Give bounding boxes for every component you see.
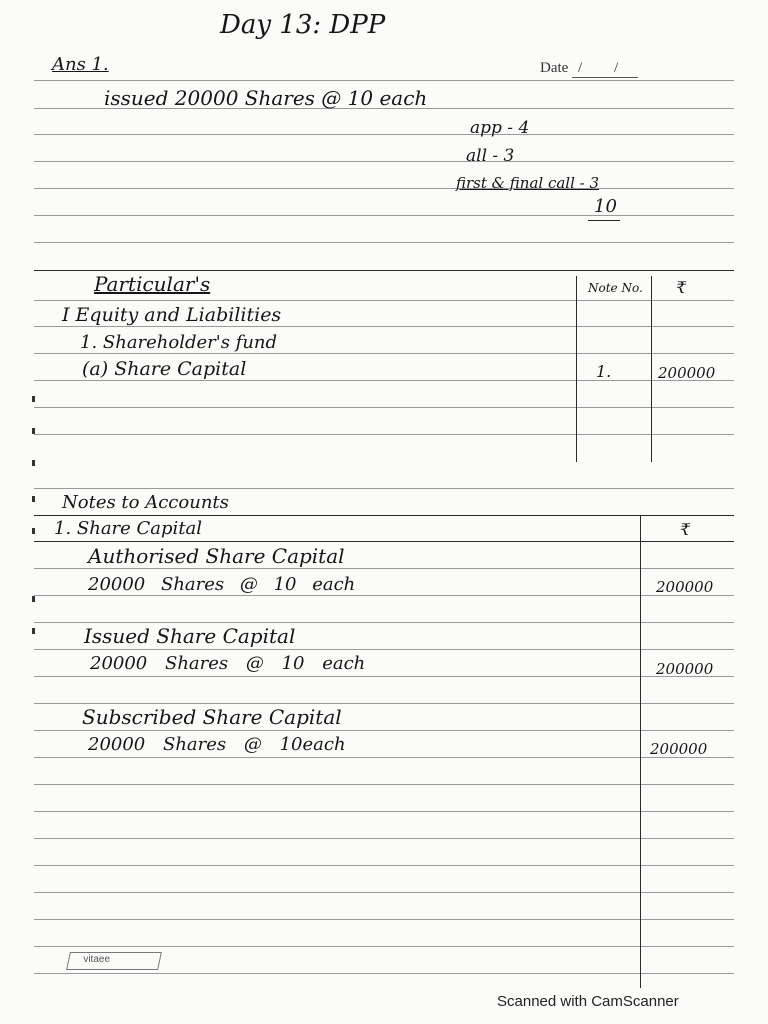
bs-row-amount: 200000 [658, 364, 716, 382]
ruled-line [34, 730, 734, 731]
margin-tick [32, 428, 35, 434]
bs-row-equity: I Equity and Liabilities [62, 304, 282, 326]
ruled-line [34, 242, 734, 243]
ruled-line [34, 676, 734, 677]
ruled-line [34, 595, 734, 596]
notebook-brand-stamp [66, 952, 162, 970]
subscribed-amount: 200000 [650, 740, 708, 758]
authorised-detail: 20000 Shares @ 10 each [88, 574, 356, 595]
ruled-line [34, 568, 734, 569]
brand-stamp-text: vitaee [83, 954, 111, 965]
authorised-amount: 200000 [656, 578, 714, 596]
subscribed-label: Subscribed Share Capital [82, 705, 342, 729]
total-underline [588, 220, 620, 221]
ruled-line [34, 488, 734, 489]
notes-top-border [34, 515, 734, 516]
table-top-border [34, 270, 734, 271]
question-statement: issued 20000 Shares @ 10 each [104, 86, 428, 110]
margin-tick [32, 596, 35, 602]
ruled-line [34, 434, 734, 435]
authorised-label: Authorised Share Capital [88, 544, 345, 568]
ruled-line [34, 380, 734, 381]
ruled-line [34, 188, 734, 189]
issued-label: Issued Share Capital [84, 624, 296, 648]
notes-header-border [34, 541, 734, 542]
ruled-line [34, 838, 734, 839]
notes-item-title: 1. Share Capital [54, 518, 203, 539]
split-allotment: all - 3 [466, 146, 515, 166]
ruled-line [34, 326, 734, 327]
date-field [540, 60, 638, 78]
particulars-header: Particular's [94, 272, 211, 296]
margin-tick [32, 496, 35, 502]
table-column-divider [576, 276, 577, 462]
answer-label: Ans 1. [52, 54, 109, 75]
ruled-line [34, 353, 734, 354]
notes-amount-header: ₹ [680, 520, 691, 539]
page-heading: Day 13: DPP [220, 10, 386, 40]
bs-row-shareholders-fund: 1. Shareholder's fund [80, 332, 278, 353]
margin-tick [32, 396, 35, 402]
split-total: 10 [594, 196, 617, 217]
split-final-call: first & final call - 3 [456, 174, 600, 192]
ruled-line [34, 215, 734, 216]
notes-title: Notes to Accounts [62, 492, 229, 513]
notes-column-divider [640, 516, 641, 988]
bs-row-share-capital: (a) Share Capital [82, 358, 247, 380]
date-label: Date [540, 60, 569, 76]
ruled-line [34, 946, 734, 947]
ruled-line [34, 973, 734, 974]
ruled-line [34, 161, 734, 162]
ruled-line [34, 703, 734, 704]
ruled-line [34, 892, 734, 893]
amount-header: ₹ [676, 278, 687, 297]
date-value: / / [572, 60, 638, 78]
note-no-header: Note No. [588, 281, 643, 295]
table-column-divider [651, 276, 652, 462]
ruled-line [34, 784, 734, 785]
camscanner-watermark: Scanned with CamScanner [497, 993, 679, 1010]
ruled-line [34, 649, 734, 650]
issued-amount: 200000 [656, 660, 714, 678]
subscribed-detail: 20000 Shares @ 10each [88, 734, 346, 755]
margin-tick [32, 460, 35, 466]
ruled-line [34, 757, 734, 758]
ruled-line [34, 134, 734, 135]
ruled-line [34, 865, 734, 866]
ruled-line [34, 80, 734, 81]
split-application: app - 4 [470, 118, 530, 138]
issued-detail: 20000 Shares @ 10 each [90, 653, 366, 674]
margin-tick [32, 628, 35, 634]
ruled-line [34, 407, 734, 408]
bs-row-note: 1. [596, 362, 612, 381]
ruled-line [34, 919, 734, 920]
ruled-line [34, 811, 734, 812]
ruled-line [34, 622, 734, 623]
margin-tick [32, 528, 35, 534]
ruled-line [34, 300, 734, 301]
